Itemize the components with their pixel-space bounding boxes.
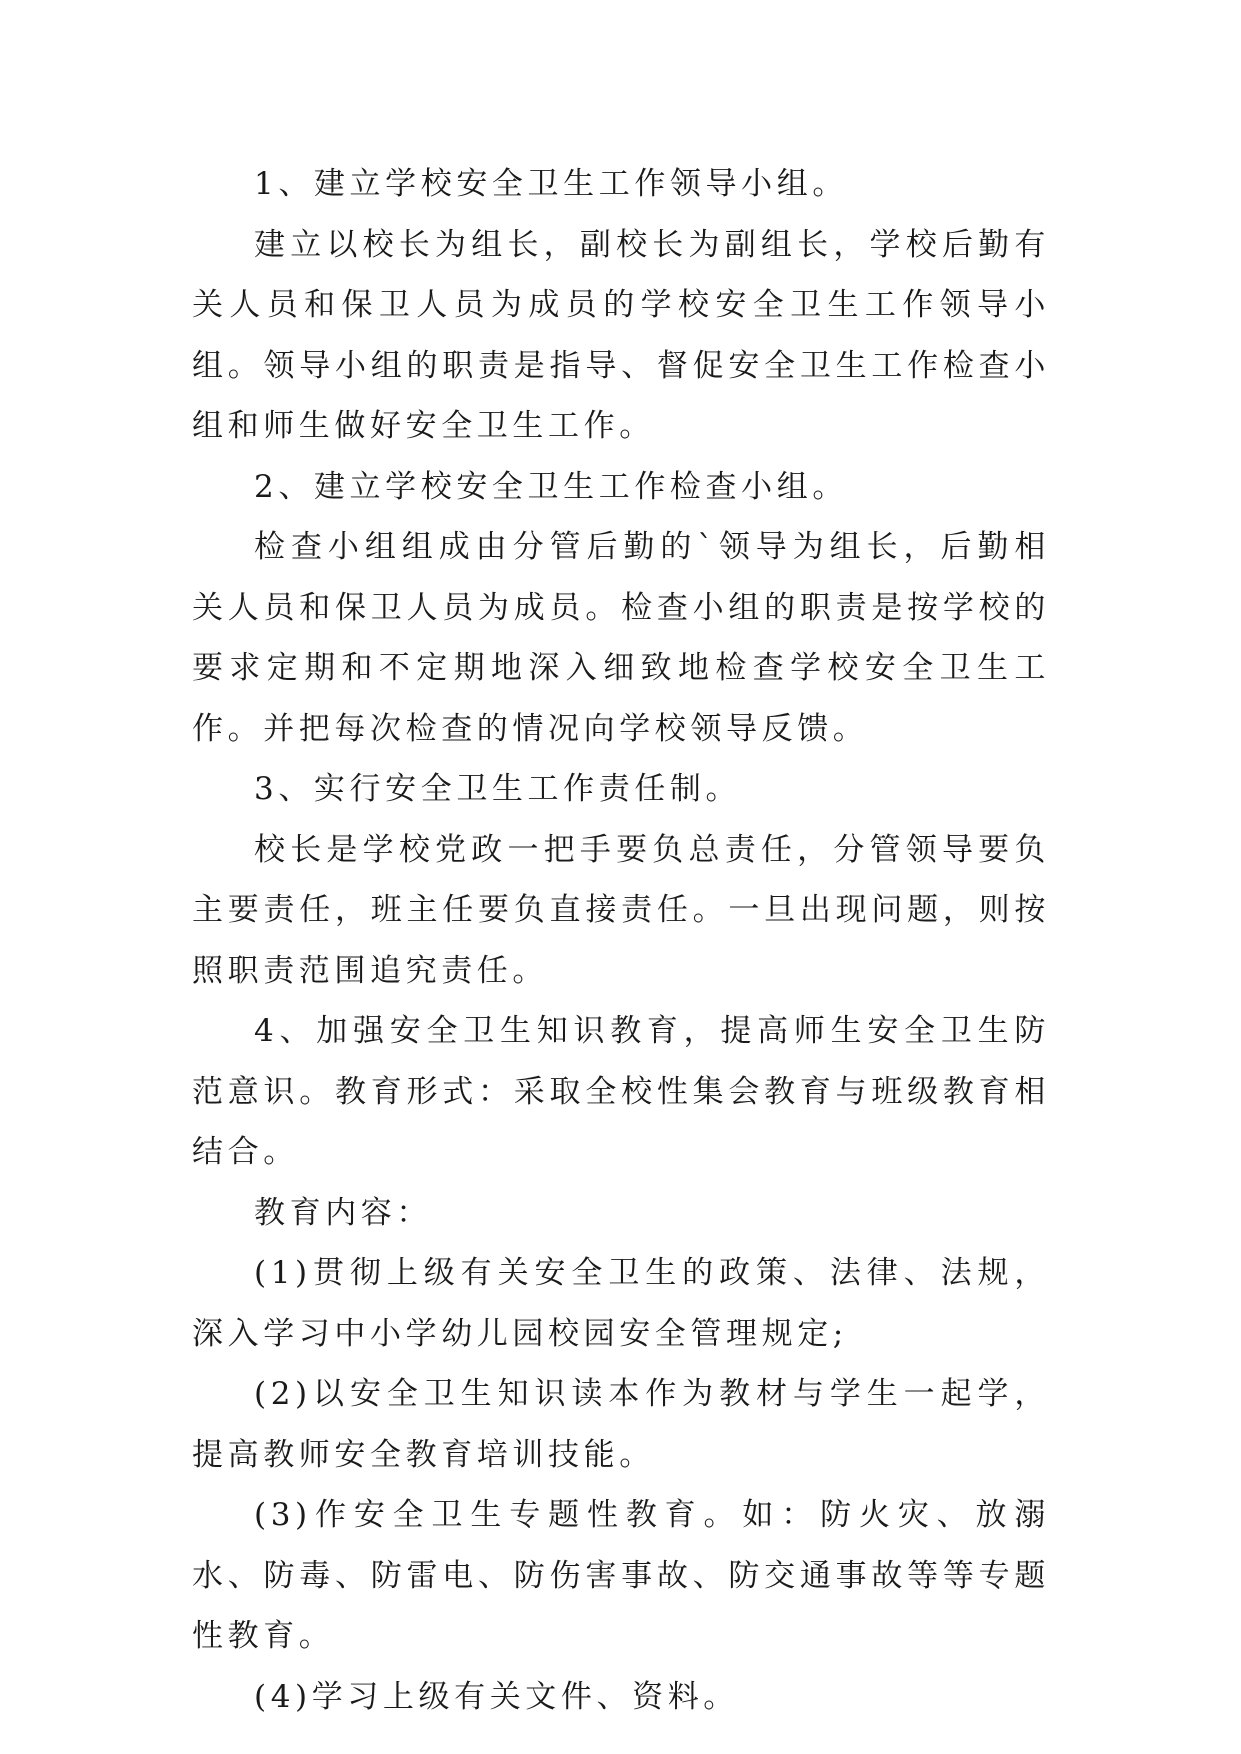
paragraph-responsibility-system: 校长是学校党政一把手要负总责任，分管领导要负主要责任，班主任要负直接责任。一旦出现问题，则按照职责范围追究责任。 bbox=[192, 831, 1050, 989]
list-item-2: (2)以安全卫生知识读本作为教材与学生一起学，提高教师安全教育培训技能。 bbox=[192, 1376, 1050, 1473]
heading-responsibility-system: 3、实行安全卫生工作责任制。 bbox=[254, 771, 742, 807]
list-item-1: (1)贯彻上级有关安全卫生的政策、法律、法规，深入学习中小学幼儿园校园安全管理规定; bbox=[192, 1255, 1050, 1352]
heading-education-content: 教育内容： bbox=[254, 1194, 432, 1231]
list-item-3: (3)作安全卫生专题性教育。如：防火灾、放溺水、防毒、防雷电、防伤害事故、防交通事故等等专题性教育。 bbox=[192, 1497, 1050, 1654]
heading-inspection-group: 2、建立学校安全卫生工作检查小组。 bbox=[254, 468, 848, 505]
paragraph-safety-education: 4、加强安全卫生知识教育，提高师生安全卫生防范意识。教育形式：采取全校性集会教育与班级教育相结合。 bbox=[192, 1013, 1050, 1170]
paragraph-leadership-group: 建立以校长为组长，副校长为副组长，学校后勤有关人员和保卫人员为成员的学校安全卫生工作领导小组。领导小组的职责是指导、督促安全卫生工作检查小组和师生做好安全卫生工作。 bbox=[192, 226, 1050, 444]
list-item-4: (4)学习上级有关文件、资料。 bbox=[254, 1678, 739, 1715]
heading-leadership-group: 1、建立学校安全卫生工作领导小组。 bbox=[254, 166, 848, 202]
document-body bbox=[192, 154, 1050, 1727]
paragraph-inspection-group: 检查小组组成由分管后勤的`领导为组长，后勤相关人员和保卫人员为成员。检查小组的职责是按学校的要求定期和不定期地深入细致地检查学校安全卫生工作。并把每次检查的情况向学校领导反馈。 bbox=[192, 529, 1050, 747]
